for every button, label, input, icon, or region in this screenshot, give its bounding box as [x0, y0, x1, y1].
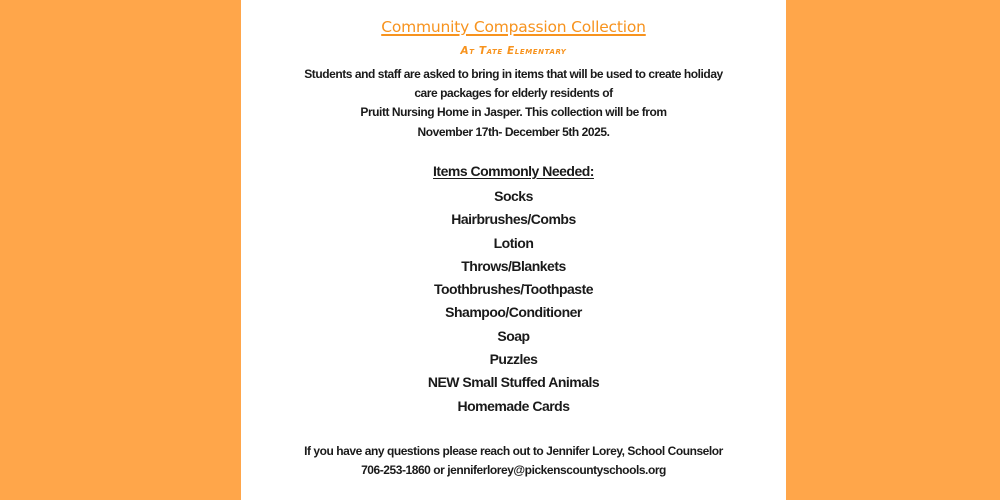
items-heading-text: Items Commonly Needed: [433, 163, 594, 179]
list-item: NEW Small Stuffed Animals [427, 374, 600, 391]
items-list [241, 185, 786, 418]
contact-info [241, 442, 786, 480]
items-heading [241, 163, 786, 179]
list-item: Puzzles [489, 351, 538, 368]
intro-line: Students and staff are asked to bring in items that will be used to create holiday [304, 67, 723, 81]
list-item: Shampoo/Conditioner [445, 304, 582, 321]
list-item: Lotion [493, 234, 534, 251]
flyer-title [241, 18, 786, 36]
list-item: Socks [494, 188, 533, 204]
list-item: Homemade Cards [457, 397, 570, 414]
list-item: Soap [497, 327, 530, 344]
list-item: Throws/Blankets [461, 257, 566, 274]
intro-paragraph [241, 65, 786, 142]
flyer-title-text: Community Compassion Collection [381, 18, 646, 36]
intro-line: Pruitt Nursing Home in Jasper. This collection will be from [360, 105, 667, 120]
contact-line: If you have any questions please reach out to Jennifer Lorey, School Counselor [304, 444, 723, 458]
list-item: Toothbrushes/Toothpaste [433, 281, 594, 298]
flyer-subtitle: At Tate Elementary [460, 45, 567, 57]
flyer-panel [241, 0, 786, 500]
intro-line: November 17th- December 5th 2025. [417, 124, 610, 139]
list-item: Hairbrushes/Combs [451, 211, 576, 228]
contact-line: 706-253-1860 or jenniferlorey@pickenscountyschools.org [361, 463, 666, 477]
intro-line: care packages for elderly residents of [414, 86, 613, 101]
